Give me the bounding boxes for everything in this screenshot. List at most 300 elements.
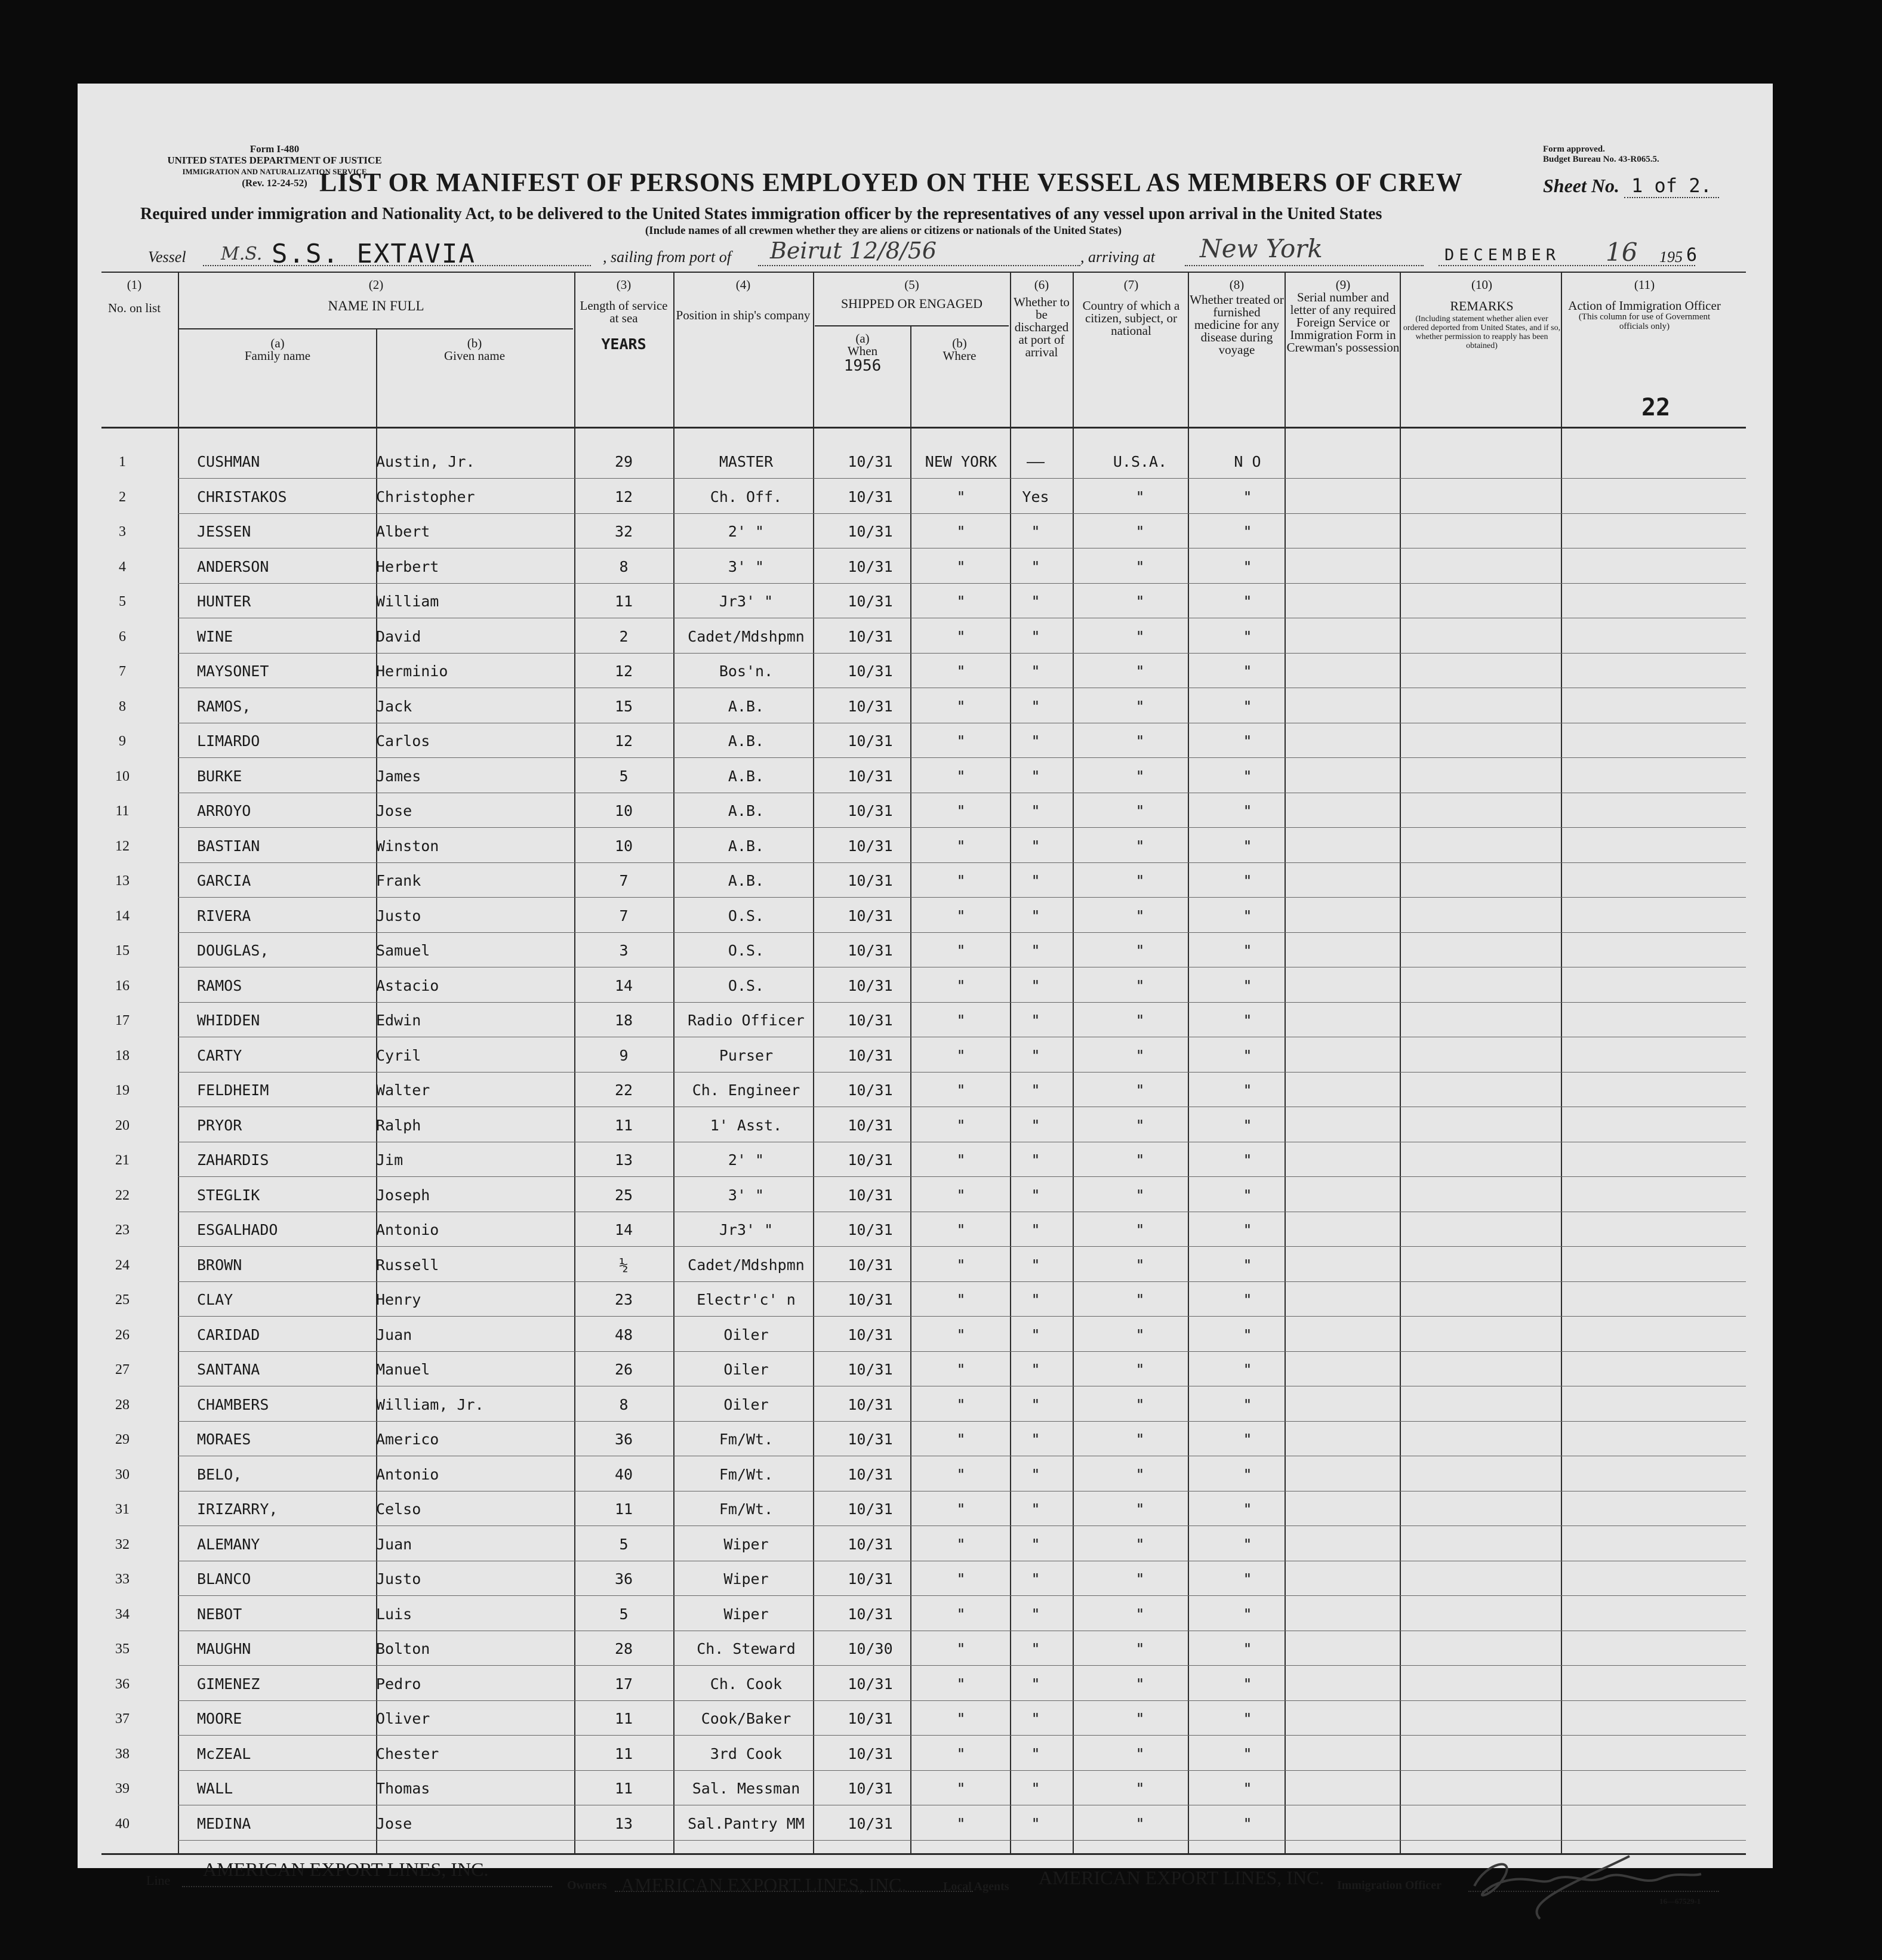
table-row bbox=[78, 1213, 1773, 1247]
discharged: " bbox=[1031, 1395, 1040, 1413]
given-name: Austin, Jr. bbox=[376, 453, 475, 470]
position: Sal. Messman bbox=[692, 1780, 800, 1797]
discharged: " bbox=[1031, 1500, 1040, 1518]
discharged: " bbox=[1031, 1291, 1040, 1308]
position: MASTER bbox=[719, 453, 774, 470]
family-name: RAMOS, bbox=[197, 697, 251, 715]
treated: " bbox=[1243, 1745, 1252, 1762]
sailing-label: , sailing from port of bbox=[603, 248, 732, 266]
shipped-where: " bbox=[956, 872, 966, 889]
vessel-line bbox=[78, 234, 1773, 273]
row-number: 2 bbox=[119, 489, 126, 505]
position: 3' " bbox=[728, 557, 765, 575]
country: " bbox=[1135, 1186, 1145, 1204]
shipped-where: " bbox=[956, 976, 966, 994]
given-name: Juan bbox=[376, 1326, 412, 1343]
years-at-sea: 7 bbox=[619, 907, 629, 924]
given-name: Pedro bbox=[376, 1675, 421, 1693]
row-number: 37 bbox=[115, 1711, 130, 1727]
treated: N O bbox=[1234, 453, 1261, 470]
position: Radio Officer bbox=[688, 1012, 805, 1029]
position: O.S. bbox=[728, 976, 765, 994]
shipped-where: " bbox=[956, 907, 966, 924]
table-row bbox=[78, 829, 1773, 864]
years-at-sea: 25 bbox=[614, 1186, 633, 1204]
country: " bbox=[1135, 872, 1145, 889]
country: " bbox=[1135, 1640, 1145, 1657]
family-name: SANTANA bbox=[197, 1361, 260, 1378]
row-number: 5 bbox=[119, 594, 126, 609]
given-name: Justo bbox=[376, 907, 421, 924]
treated: " bbox=[1243, 593, 1252, 610]
treated: " bbox=[1243, 662, 1252, 680]
col-when-num: (a) bbox=[855, 331, 870, 346]
family-name: McZEAL bbox=[197, 1745, 251, 1762]
table-row bbox=[78, 794, 1773, 828]
position: O.S. bbox=[728, 942, 765, 959]
discharged: " bbox=[1031, 1221, 1040, 1238]
treated: " bbox=[1243, 1116, 1252, 1134]
discharged: " bbox=[1031, 1465, 1040, 1483]
shipped-when: 10/31 bbox=[848, 732, 893, 750]
table-row bbox=[78, 1632, 1773, 1666]
treated: " bbox=[1243, 1046, 1252, 1064]
shipped-when: 10/31 bbox=[848, 802, 893, 819]
shipped-where: " bbox=[956, 1814, 966, 1832]
row-rule bbox=[178, 1072, 1746, 1073]
discharged: " bbox=[1031, 1151, 1040, 1169]
row-number: 14 bbox=[115, 908, 130, 924]
col-action-label: Action of Immigration Officer bbox=[1568, 298, 1721, 313]
col-name-header bbox=[179, 279, 573, 312]
row-number: 28 bbox=[115, 1397, 130, 1413]
shipped-when: 10/31 bbox=[848, 1081, 893, 1099]
shipped-when: 10/31 bbox=[848, 1116, 893, 1134]
col-length-header bbox=[576, 278, 672, 353]
years-at-sea: 40 bbox=[614, 1465, 633, 1483]
given-name: Henry bbox=[376, 1291, 421, 1308]
years-at-sea: 32 bbox=[614, 523, 633, 540]
country: " bbox=[1135, 1710, 1145, 1727]
years-at-sea: 36 bbox=[614, 1431, 633, 1448]
country: " bbox=[1135, 523, 1145, 540]
position: Oiler bbox=[723, 1326, 769, 1343]
treated: " bbox=[1243, 837, 1252, 855]
col-discharged-label: Whether to be discharged at port of arrival bbox=[1014, 295, 1070, 359]
country: " bbox=[1135, 1465, 1145, 1483]
table-row bbox=[78, 1597, 1773, 1632]
treated: " bbox=[1243, 1361, 1252, 1378]
table-row bbox=[78, 1737, 1773, 1771]
shipped-when: 10/31 bbox=[848, 1570, 893, 1588]
years-at-sea: 9 bbox=[619, 1046, 629, 1064]
years-at-sea: 5 bbox=[619, 1535, 629, 1553]
table-row bbox=[78, 1178, 1773, 1213]
row-number: 6 bbox=[119, 628, 126, 645]
row-number: 25 bbox=[115, 1292, 130, 1308]
col-family-label: Family name bbox=[244, 349, 311, 363]
family-name: GARCIA bbox=[197, 872, 251, 889]
years-at-sea: 13 bbox=[614, 1151, 633, 1169]
table-row bbox=[78, 724, 1773, 759]
shipped-when: 10/31 bbox=[848, 907, 893, 924]
family-name: BASTIAN bbox=[197, 837, 260, 855]
position: Fm/Wt. bbox=[719, 1431, 774, 1448]
shipped-when: 10/31 bbox=[848, 1431, 893, 1448]
discharged: " bbox=[1031, 802, 1040, 819]
sheet-label: Sheet No. bbox=[1543, 175, 1619, 196]
shipped-when: 10/31 bbox=[848, 1500, 893, 1518]
row-number: 3 bbox=[119, 524, 126, 540]
row-rule bbox=[178, 1700, 1746, 1701]
given-name: Jose bbox=[376, 802, 412, 819]
shipped-when: 10/31 bbox=[848, 1675, 893, 1693]
row-number: 34 bbox=[115, 1606, 130, 1622]
given-name: Jack bbox=[376, 697, 412, 715]
given-name: Samuel bbox=[376, 942, 430, 959]
column-header bbox=[78, 272, 1773, 427]
shipped-where: " bbox=[956, 697, 966, 715]
treated: " bbox=[1243, 1221, 1252, 1238]
family-name: IRIZARRY, bbox=[197, 1500, 278, 1518]
years-at-sea: 17 bbox=[614, 1675, 633, 1693]
position: 1' Asst. bbox=[710, 1116, 783, 1134]
family-name: CHRISTAKOS bbox=[197, 488, 287, 506]
shipped-when: 10/31 bbox=[848, 1151, 893, 1169]
treated: " bbox=[1243, 1291, 1252, 1308]
row-number: 22 bbox=[115, 1187, 130, 1203]
given-name: Russell bbox=[376, 1256, 439, 1274]
table-row bbox=[78, 933, 1773, 968]
treated: " bbox=[1243, 1395, 1252, 1413]
table-row bbox=[78, 689, 1773, 724]
service: IMMIGRATION AND NATURALIZATION SERVICE bbox=[182, 167, 367, 176]
table-row bbox=[78, 584, 1773, 619]
col-discharged-header bbox=[1012, 279, 1071, 359]
date-month: DECEMBER bbox=[1444, 246, 1561, 264]
family-name: NEBOT bbox=[197, 1605, 242, 1623]
treated: " bbox=[1243, 1012, 1252, 1029]
approval-line-2: Budget Bureau No. 43-R065.5. bbox=[1543, 155, 1659, 164]
row-number: 4 bbox=[119, 559, 126, 575]
given-name: Antonio bbox=[376, 1465, 439, 1483]
family-name: ZAHARDIS bbox=[197, 1151, 269, 1169]
family-name: BLANCO bbox=[197, 1570, 251, 1588]
shipped-when: 10/31 bbox=[848, 872, 893, 889]
discharged: " bbox=[1031, 1361, 1040, 1378]
family-name: RIVERA bbox=[197, 907, 251, 924]
given-name: Antonio bbox=[376, 1221, 439, 1238]
shipped-where: " bbox=[956, 1256, 966, 1274]
years-at-sea: 15 bbox=[614, 697, 633, 715]
position: Purser bbox=[719, 1046, 774, 1064]
shipped-where: " bbox=[956, 557, 966, 575]
officer-signature bbox=[1450, 1844, 1725, 1922]
shipped-where: " bbox=[956, 1431, 966, 1448]
years-at-sea: 10 bbox=[614, 837, 633, 855]
page-title: LIST OR MANIFEST OF PERSONS EMPLOYED ON THE VESSEL AS MEMBERS OF CREW bbox=[319, 168, 1463, 197]
arriving-underline bbox=[1185, 265, 1424, 266]
given-name: David bbox=[376, 627, 421, 645]
given-name: Thomas bbox=[376, 1780, 430, 1797]
country: " bbox=[1135, 1745, 1145, 1762]
country: " bbox=[1135, 1116, 1145, 1134]
row-number: 15 bbox=[115, 943, 130, 959]
table-row bbox=[78, 1562, 1773, 1597]
row-number: 31 bbox=[115, 1502, 130, 1517]
col-serial-header bbox=[1286, 279, 1400, 354]
treated: " bbox=[1243, 976, 1252, 994]
years-at-sea: 11 bbox=[614, 1710, 633, 1727]
position: Ch. Engineer bbox=[692, 1081, 800, 1099]
shipped-where: " bbox=[956, 1535, 966, 1553]
given-name: Jim bbox=[376, 1151, 403, 1169]
country: " bbox=[1135, 837, 1145, 855]
table-row bbox=[78, 1422, 1773, 1457]
row-rule bbox=[178, 1351, 1746, 1352]
row-number: 30 bbox=[115, 1466, 130, 1483]
family-name: FELDHEIM bbox=[197, 1081, 269, 1099]
position: A.B. bbox=[728, 872, 765, 889]
shipped-where: " bbox=[956, 1046, 966, 1064]
col-action-note: (This column for use of Government officials only) bbox=[1578, 312, 1711, 331]
row-rule bbox=[178, 653, 1746, 654]
years-at-sea: 5 bbox=[619, 1605, 629, 1623]
years-at-sea: 3 bbox=[619, 942, 629, 959]
position: Jr3' " bbox=[719, 593, 774, 610]
treated: " bbox=[1243, 907, 1252, 924]
col-country-label: Country of which a citizen, subject, or national bbox=[1082, 298, 1180, 338]
row-number: 8 bbox=[119, 698, 126, 714]
country: " bbox=[1135, 1221, 1145, 1238]
given-name: Joseph bbox=[376, 1186, 430, 1204]
col-remarks-header bbox=[1403, 279, 1561, 350]
given-name: Ralph bbox=[376, 1116, 421, 1134]
position: 3rd Cook bbox=[710, 1745, 783, 1762]
family-name: GIMENEZ bbox=[197, 1675, 260, 1693]
table-row bbox=[78, 759, 1773, 794]
given-name: Manuel bbox=[376, 1361, 430, 1378]
family-name: RAMOS bbox=[197, 976, 242, 994]
position: Cadet/Mdshpmn bbox=[688, 1256, 805, 1274]
family-name: ANDERSON bbox=[197, 557, 269, 575]
table-row bbox=[78, 1108, 1773, 1143]
shipped-when: 10/31 bbox=[848, 1465, 893, 1483]
years-at-sea: 14 bbox=[614, 976, 633, 994]
treated: " bbox=[1243, 1256, 1252, 1274]
given-name: Albert bbox=[376, 523, 430, 540]
table-row bbox=[78, 654, 1773, 689]
arriving-label: , arriving at bbox=[1080, 248, 1155, 266]
shipped-when: 10/31 bbox=[848, 1046, 893, 1064]
discharged: " bbox=[1031, 1256, 1040, 1274]
col-where-label: Where bbox=[942, 349, 977, 363]
line-value: AMERICAN EXPORT LINES, INC. bbox=[203, 1859, 489, 1880]
vessel-name: S.S. EXTAVIA bbox=[272, 239, 476, 269]
table-row bbox=[78, 1003, 1773, 1038]
given-name: Christopher bbox=[376, 488, 475, 506]
family-name: WINE bbox=[197, 627, 233, 645]
shipped-where: " bbox=[956, 802, 966, 819]
sheet-value: 1 of 2. bbox=[1624, 174, 1719, 198]
family-name: WHIDDEN bbox=[197, 1012, 260, 1029]
treated: " bbox=[1243, 1570, 1252, 1588]
shipped-when: 10/31 bbox=[848, 1745, 893, 1762]
discharged: " bbox=[1031, 907, 1040, 924]
position: Sal.Pantry MM bbox=[688, 1814, 805, 1832]
arriving-port: New York bbox=[1200, 234, 1323, 263]
country: " bbox=[1135, 976, 1145, 994]
discharged: " bbox=[1031, 1431, 1040, 1448]
agents-label: Local Agents bbox=[943, 1880, 1009, 1893]
country: " bbox=[1135, 1081, 1145, 1099]
table-row bbox=[78, 1283, 1773, 1317]
table-row bbox=[78, 1457, 1773, 1492]
col-when-year: 1956 bbox=[843, 357, 882, 375]
shipped-where: " bbox=[956, 1361, 966, 1378]
row-number: 1 bbox=[119, 454, 126, 470]
discharged: " bbox=[1031, 1675, 1040, 1693]
row-rule bbox=[178, 827, 1746, 828]
subnote: (Include names of all crewmen whether they are aliens or citizens or nationals of the United States) bbox=[645, 224, 1122, 237]
agents-value: AMERICAN EXPORT LINES, INC. bbox=[1039, 1867, 1325, 1888]
col-remarks-note: (Including statement whether alien ever ordered deported from United States, and if so, whether permission to reapply has been obtained) bbox=[1403, 315, 1561, 350]
family-name: BURKE bbox=[197, 767, 242, 785]
country: " bbox=[1135, 1012, 1145, 1029]
family-name: MORAES bbox=[197, 1431, 251, 1448]
shipped-when: 10/31 bbox=[848, 593, 893, 610]
treated: " bbox=[1243, 1465, 1252, 1483]
years-at-sea: 12 bbox=[614, 488, 633, 506]
discharged: Yes bbox=[1022, 488, 1049, 506]
table-row bbox=[78, 1038, 1773, 1073]
country: " bbox=[1135, 488, 1145, 506]
years-at-sea: 7 bbox=[619, 872, 629, 889]
discharged: " bbox=[1031, 1535, 1040, 1553]
position: Jr3' " bbox=[719, 1221, 774, 1238]
shipped-when: 10/31 bbox=[848, 453, 893, 470]
given-name: Carlos bbox=[376, 732, 430, 750]
shipped-where: " bbox=[956, 767, 966, 785]
family-name: MEDINA bbox=[197, 1814, 251, 1832]
table-row bbox=[78, 1702, 1773, 1736]
action-count: 22 bbox=[1641, 394, 1671, 421]
col-no-num: (1) bbox=[127, 278, 142, 292]
years-at-sea: 8 bbox=[619, 1395, 629, 1413]
row-rule bbox=[178, 1246, 1746, 1247]
country: " bbox=[1135, 907, 1145, 924]
given-name: Justo bbox=[376, 1570, 421, 1588]
given-name: Astacio bbox=[376, 976, 439, 994]
shipped-where: " bbox=[956, 1710, 966, 1727]
row-rule bbox=[178, 862, 1746, 863]
position: A.B. bbox=[728, 767, 765, 785]
shipped-where: " bbox=[956, 837, 966, 855]
given-name: Juan bbox=[376, 1535, 412, 1553]
treated: " bbox=[1243, 1780, 1252, 1797]
col-shipped-num: (5) bbox=[904, 278, 919, 292]
shipped-when: 10/31 bbox=[848, 1605, 893, 1623]
family-name: DOUGLAS, bbox=[197, 942, 269, 959]
col-shipped-label: SHIPPED OR ENGAGED bbox=[840, 296, 983, 311]
table-row bbox=[78, 1771, 1773, 1806]
treated: " bbox=[1243, 1814, 1252, 1832]
col-given-num: (b) bbox=[467, 336, 482, 350]
country: " bbox=[1135, 1151, 1145, 1169]
shipped-when: 10/31 bbox=[848, 1221, 893, 1238]
discharged: " bbox=[1031, 1745, 1040, 1762]
date-day: 16 bbox=[1606, 238, 1638, 267]
budget-approval bbox=[1543, 144, 1722, 165]
col-family-num: (a) bbox=[270, 336, 285, 350]
given-name: Herminio bbox=[376, 662, 448, 680]
treated: " bbox=[1243, 1326, 1252, 1343]
shipped-where: " bbox=[956, 1640, 966, 1657]
sailing-port: Beirut 12/8/56 bbox=[770, 238, 937, 264]
position: A.B. bbox=[728, 732, 765, 750]
row-number: 18 bbox=[115, 1047, 130, 1064]
table-row bbox=[78, 1388, 1773, 1422]
shipped-when: 10/31 bbox=[848, 976, 893, 994]
col-serial-label: Serial number and letter of any required Foreign Service or Immigration Form in Crewman's possession bbox=[1286, 290, 1400, 355]
discharged: " bbox=[1031, 1326, 1040, 1343]
shipped-when: 10/31 bbox=[848, 767, 893, 785]
shipped-when: 10/31 bbox=[848, 1186, 893, 1204]
country: " bbox=[1135, 627, 1145, 645]
row-number: 33 bbox=[115, 1571, 130, 1587]
years-at-sea: 29 bbox=[614, 453, 633, 470]
discharged: " bbox=[1031, 872, 1040, 889]
position: 2' " bbox=[728, 523, 765, 540]
treated: " bbox=[1243, 1500, 1252, 1518]
position: Ch. Off. bbox=[710, 488, 783, 506]
given-name: Bolton bbox=[376, 1640, 430, 1657]
col-length-unit: YEARS bbox=[601, 335, 646, 353]
treated: " bbox=[1243, 557, 1252, 575]
row-rule bbox=[178, 1665, 1746, 1666]
discharged: " bbox=[1031, 942, 1040, 959]
col-length-label: Length of service at sea bbox=[580, 298, 668, 325]
country: " bbox=[1135, 1395, 1145, 1413]
country: " bbox=[1135, 1431, 1145, 1448]
row-number: 21 bbox=[115, 1152, 130, 1168]
shipped-where: " bbox=[956, 1186, 966, 1204]
country: " bbox=[1135, 1291, 1145, 1308]
treated: " bbox=[1243, 1640, 1252, 1657]
years-at-sea: 8 bbox=[619, 557, 629, 575]
position: Wiper bbox=[723, 1605, 769, 1623]
country: " bbox=[1135, 1814, 1145, 1832]
col-no-header bbox=[101, 279, 167, 315]
discharged: " bbox=[1031, 557, 1040, 575]
shipped-when: 10/31 bbox=[848, 837, 893, 855]
country: " bbox=[1135, 1535, 1145, 1553]
years-at-sea: 18 bbox=[614, 1012, 633, 1029]
print-code: 16—67529-1 bbox=[1659, 1897, 1701, 1906]
shipped-when: 10/31 bbox=[848, 1012, 893, 1029]
position: Wiper bbox=[723, 1570, 769, 1588]
owners-label: Owners bbox=[567, 1879, 607, 1892]
discharged: " bbox=[1031, 1570, 1040, 1588]
position: Wiper bbox=[723, 1535, 769, 1553]
shipped-where: " bbox=[956, 488, 966, 506]
col-treated-header bbox=[1189, 279, 1285, 356]
years-at-sea: 12 bbox=[614, 662, 633, 680]
family-name: HUNTER bbox=[197, 593, 251, 610]
owners-value: AMERICAN EXPORT LINES, INC. bbox=[621, 1874, 907, 1896]
position: A.B. bbox=[728, 802, 765, 819]
shipped-when: 10/31 bbox=[848, 1326, 893, 1343]
